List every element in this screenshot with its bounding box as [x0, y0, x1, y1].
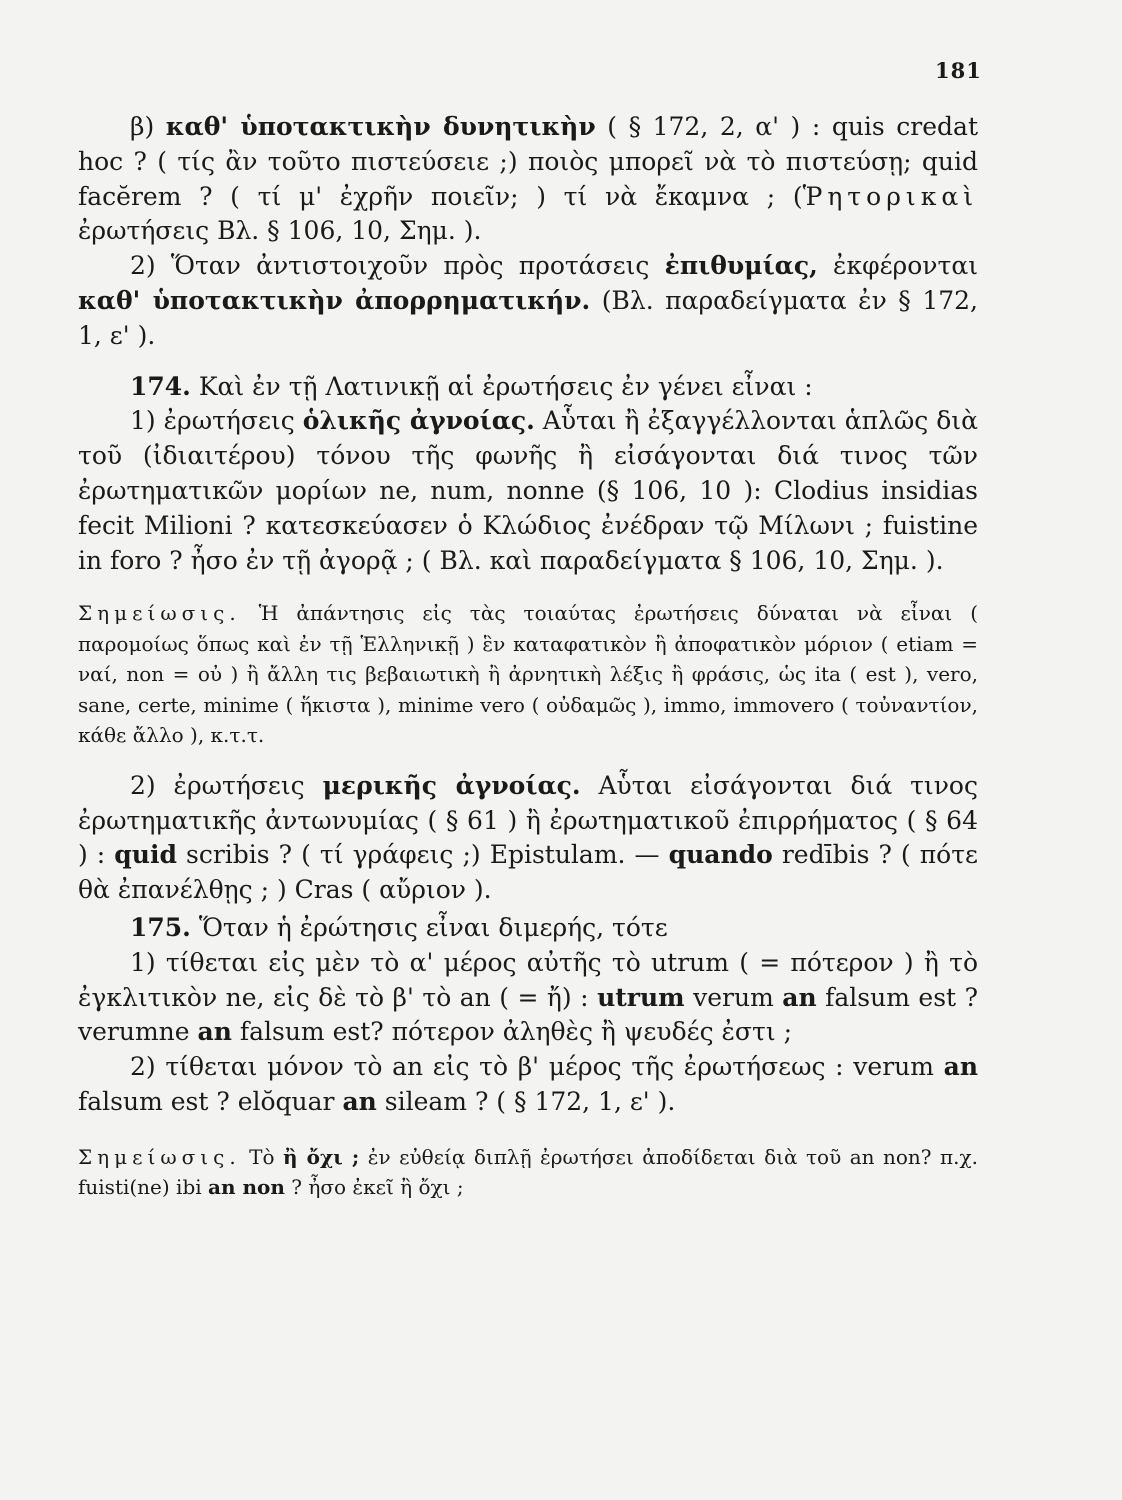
- paragraph-item-2-wish: 2) Ὅταν ἀντιστοιχοῦν πρὸς προτάσεις ἐπιθυμίας, ἐκφέρονται καθ' ὑποτακτικὴν ἀπορρηματικήν. (Βλ. παραδείγματα ἐν § 172, 1, ε' ).: [78, 251, 979, 350]
- spaced-term: Ῥητορικαὶ: [802, 181, 978, 211]
- paragraph-175-item-2: 2) τίθεται μόνον τὸ an εἰς τὸ β' μέρος τῆς ἐρωτήσεως : verum an falsum est ? elŏquar an sileam ? ( § 172, 1, ε' ).: [78, 1052, 978, 1117]
- section-number: 175.: [130, 913, 191, 943]
- term-heading: καθ' ὑποτακτικὴν δυνητικὴν: [165, 112, 596, 141]
- section-174-heading: 174. Καὶ ἐν τῇ Λατινικῇ αἱ ἐρωτήσεις ἐν γένει εἶναι :: [130, 371, 813, 401]
- note-175: Σημείωσις. Τὸ ἢ ὄχι ; ἐν εὐθείᾳ διπλῇ ἐρωτήσει ἀποδίδεται διὰ τοῦ an non? π.χ. fuisti(ne) ibi an non ? ἦσο ἐκεῖ ἢ ὄχι ;: [78, 1144, 978, 1200]
- term-heading: ὁλικῆς ἀγνοίας.: [302, 406, 535, 436]
- term-heading: καθ' ὑποτακτικὴν ἀπορρηματικήν.: [78, 285, 591, 315]
- term-heading: ἐπιθυμίας,: [664, 251, 818, 281]
- page-number: 181: [935, 58, 982, 83]
- note-label: Σημείωσις.: [78, 1144, 241, 1169]
- paragraph-174-item-2: 2) ἐρωτήσεις μερικῆς ἀγνοίας. Αὗται εἰσάγονται διά τινος ἐρωτηματικῆς ἀντωνυμίας ( § 61 ) ἢ ἐρωτηματικοῦ ἐπιρρήματος ( § 64 ) : quid scribis ? ( τί γράφεις ;) Epistulam. — quando redībis ? ( πότε θὰ ἐπανέλθῃς ; ) Cras ( αὔριον ).: [78, 770, 979, 905]
- note-label: Σημείωσις.: [78, 601, 241, 626]
- section-175-heading: 175. Ὅταν ἡ ἐρώτησις εἶναι διμερής, τότε: [130, 913, 668, 943]
- section-number: 174.: [130, 371, 191, 401]
- paragraph-175-item-1: 1) τίθεται εἰς μὲν τὸ α' μέρος αὐτῆς τὸ utrum ( = πότερον ) ἢ τὸ ἐγκλιτικὸν ne, εἰς δὲ τὸ β' τὸ an ( = ἤ) : utrum verum an falsum est ? verumne an falsum est? πότερον ἀληθὲς ἢ ψευδές ἐστι ;: [78, 947, 978, 1047]
- term-heading: μερικῆς ἀγνοίας.: [322, 770, 581, 800]
- note-174: Σημείωσις. Ἡ ἀπάντησις εἰς τὰς τοιαύτας ἐρωτήσεις δύναται νὰ εἶναι ( παρομοίως ὅπως καὶ ἐν τῇ Ἑλληνικῇ ) ἓν καταφατικὸν ἢ ἀποφατικὸν μόριον ( etiam = ναί, non = οὐ ) ἢ ἄλλη τις βεβαιωτικὴ ἢ ἀρνητικὴ λέξις ἢ φράσις, ὡς ita ( est ), vero, sane, certe, minime ( ἥκιστα ), minime vero ( οὐδαμῶς ), immo, immovero ( τοὐναντίον, κάθε ἄλλο ), κ.τ.τ.: [78, 601, 978, 748]
- paragraph-beta-subjunctive: β) καθ' ὑποτακτικὴν δυνητικὴν ( § 172, 2, α' ) : quis credat hoc ? ( τίς ἂν τοῦτο πιστεύσειε ;) ποιὸς μπορεῖ νὰ τὸ πιστεύσῃ; quid facĕrem ? ( τί μ' ἐχρῆν ποιεῖν; ) τί νὰ ἔκαμνα ; (Ῥητορικαὶ ἐρωτήσεις Βλ. § 106, 10, Σημ. ).: [78, 112, 979, 246]
- page-body: [78, 110, 978, 1203]
- paragraph-174-item-1: 1) ἐρωτήσεις ὁλικῆς ἀγνοίας. Αὗται ἢ ἐξαγγέλλονται ἁπλῶς διὰ τοῦ (ἰδιαιτέρου) τόνου τῆς φωνῆς ἢ εἰσάγονται διά τινος τῶν ἐρωτηματικῶν μορίων ne, num, nonne (§ 106, 10 ): Clodius insidias fecit Milioni ? κατεσκεύασεν ὁ Κλώδιος ἐνέδραν τῷ Μίλωνι ; fuistine in foro ? ἦσο ἐν τῇ ἀγορᾷ ; ( Βλ. καὶ παραδείγματα § 106, 10, Σημ. ).: [78, 406, 978, 575]
